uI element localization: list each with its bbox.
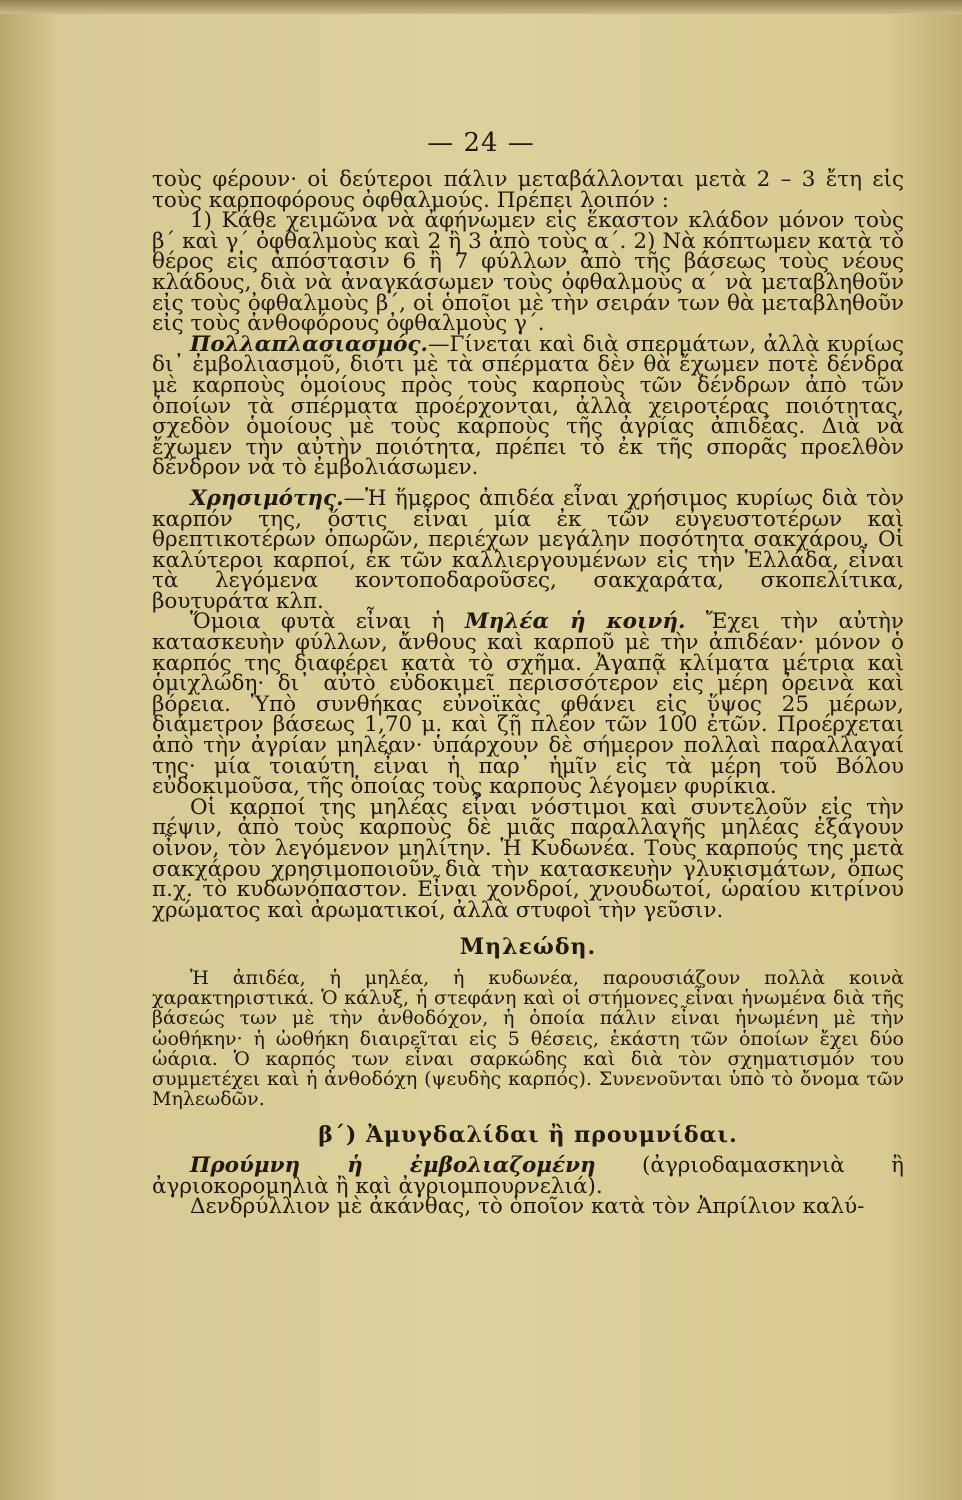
prunus-text: (ἀγριοδαμασκηνιὰ ἢ ἀγριοκορομηλιὰ ἢ καὶ ἀγριομπουρνελιά). [152, 1152, 904, 1199]
paragraph-apple-fruits: Οἱ καρποί της μηλέας εἶναι νόστιμοι καὶ συντελοῦν εἰς τὴν πέψιν, ἀπὸ τοὺς καρποὺς δὲ μιᾶς παραλλαγῆς μηλέας ἐξάγουν οἶνον, τὸν λεγόμενον μηλίτην. Ἡ Κυδωνέα. Τοὺς καρπούς της μετὰ σακχάρου χρησιμοποιοῦν διὰ τὴν κατασκευὴν γλυκισμάτων, ὅπως π.χ. τὸ κυδωνόπαστον. Εἶναι χονδροί, χνουδωτοί, ὡραίου κιτρίνου χρώματος καὶ ἀρωματικοί, ἀλλὰ στυφοὶ τὴν γεῦσιν. [152, 794, 904, 923]
term-apple: Μηλέα ἡ κοινή. [464, 609, 686, 635]
term-propagation: Πολλαπλασιασμός. [190, 331, 429, 357]
apple-intro: Ὅμοια φυτὰ εἶναι ἡ [190, 609, 445, 635]
paragraph-2: 1) Κάθε χειμῶνα νὰ ἀφήνωμεν εἰς ἕκαστον κλάδον μόνον τοὺς β΄ καὶ γ΄ ὀφθαλμοὺς καὶ 2 ἢ 3 ἀπὸ τοὺς α΄. 2) Νὰ κόπτωμεν κατὰ τὸ θέρος εἰς ἀπόστασιν 6 ἢ 7 φύλλων ἀπὸ τῆς βάσεως τοὺς νέους κλάδους, διὰ νὰ ἀναγκάσωμεν τοὺς ὀφθαλμοὺς α΄ νὰ μεταβληθοῦν εἰς τοὺς ὀφθαλμοὺς β΄, οἱ ὁποῖοι μὲ τὴν σειράν των θὰ μεταβληθοῦν εἰς τοὺς ἀνθοφόρους ὀφθαλμοὺς γ΄. [152, 208, 904, 337]
usefulness-text: —Ἡ ἥμερος ἀπιδέα εἶναι χρήσιμος κυρίως διὰ τὸν καρπόν της, ὅστις εἶναι μία ἐκ τῶν εὐγευστοτέρων καὶ θρεπτικοτέρων ὀπωρῶν, περιέχων μεγάλην ποσότητα σακχάρου. Οἱ καλύτεροι καρποί, ἐκ τῶν καλλιεργουμένων εἰς τὴν Ἑλλάδα, εἶναι τὰ λεγόμενα κοντοποδαροῦσες, σακχαράτα, σκοπελίτικα, βουτυράτα κλπ. [152, 485, 904, 614]
page-number: — 24 — [427, 128, 535, 158]
page-top-edge [0, 0, 962, 14]
apple-text: Ἔχει τὴν αὐτὴν κατασκευὴν φύλλων, ἄνθους καὶ καρποῦ μὲ τὴν ἀπιδέαν· μόνον ὁ καρπός της διαφέρει κατὰ τὸ σχῆμα. Ἀγαπᾷ κλίματα μέτρια καὶ ὁμιχλώδη· δι᾽ αὐτὸ εὐδοκιμεῖ περισσότερον εἰς μέρη ὀρεινὰ καὶ βόρεια. Ὑπὸ συνθήκας εὐνοϊκὰς φθάνει εἰς ὕψος 25 μέρων, διάμετρον βάσεως 1,70 μ. καὶ ζῇ πλέον τῶν 100 ἐτῶν. Προέρχεται ἀπὸ τὴν ἀγρίαν μηλέαν· ὑπάρχουν δὲ σήμερον πολλαὶ παραλλαγαί της· μία τοιαύτη εἶναι ἡ παρ᾽ ἡμῖν εἰς τὰ μέρη τοῦ Βόλου εὐδοκιμοῦσα, τῆς ὁποίας τοὺς καρποὺς λέγομεν φυρίκια. [152, 609, 904, 800]
propagation-text: —Γίνεται καὶ διὰ σπερμάτων, ἀλλὰ κυρίως δι᾽ ἐμβολιασμοῦ, διότι μὲ τὰ σπέρματα δὲν θὰ ἔχωμεν ποτὲ δένδρα μὲ καρποὺς ὁμοίους πρὸς τοὺς καρποὺς τῶν δένδρων ἀπὸ τῶν ὁποίων τὰ σπέρματα προέρχονται, ἀλλὰ χειροτέρας ποιότητας, σχεδὸν ὁμοίους μὲ τοὺς καρποὺς τῆς ἀγρίας ἀπιδέας. Διὰ νὰ ἔχωμεν τὴν αὐτὴν ποιότητα, πρέπει τὸ ἐκ τῆς σπορᾶς προελθὸν δένδρον νὰ τὸ ἐμβολιάσωμεν. [152, 331, 904, 481]
term-usefulness: Χρησιμότης. [190, 485, 344, 511]
term-prunus: Προύμνη ἡ ἐμβολιαζομένη [190, 1152, 596, 1178]
paragraph-apple [152, 609, 904, 800]
paragraph-propagation [152, 331, 904, 481]
paragraph-usefulness [152, 485, 904, 614]
paragraph-1: τοὺς φέρουν· οἱ δεύτεροι πάλιν μεταβάλλονται μετὰ 2 – 3 ἔτη εἰς τοὺς καρποφόρους ὀφθαλμούς. Πρέπει λοιπόν : [152, 167, 904, 213]
paragraph-last-line: Δενδρύλλιον μὲ ἀκάνθας, τὸ ὁποῖον κατὰ τὸν Ἀπρίλιον καλύ- [190, 1194, 865, 1220]
page-body [152, 167, 904, 1220]
heading-pomoideae: Μηλεώδη. [459, 934, 597, 961]
heading-amygdalideae: β΄) Ἀμυγδαλίδαι ἢ προυμνίδαι. [318, 1122, 738, 1149]
paragraph-prunus [152, 1152, 904, 1199]
paragraph-pomoideae: Ἡ ἀπιδέα, ἡ μηλέα, ἡ κυδωνέα, παρουσιάζουν πολλὰ κοινὰ χαρακτηριστικά. Ὁ κάλυξ, ἡ στεφάνη καὶ οἱ στήμονες εἶναι ἡνωμένα διὰ τῆς βάσεώς των μὲ τὴν ἀνθοδόχον, ἡ ὁποία πάλιν εἶναι ἡνωμένη μὲ τὴν ὠοθήκην· ἡ ὠοθήκη διαιρεῖται εἰς 5 θέσεις, ἑκάστη τῶν ὁποίων ἔχει δύο ὠάρια. Ὁ καρπός των εἶναι σαρκώδης καὶ διὰ τὸν σχηματισμόν του συμμετέχει καὶ ἡ ἀνθοδόχη (ψευδὴς καρπός). Συνενοῦνται ὑπὸ τὸ ὄνομα τῶν Μηλεωδῶν. [152, 966, 904, 1111]
